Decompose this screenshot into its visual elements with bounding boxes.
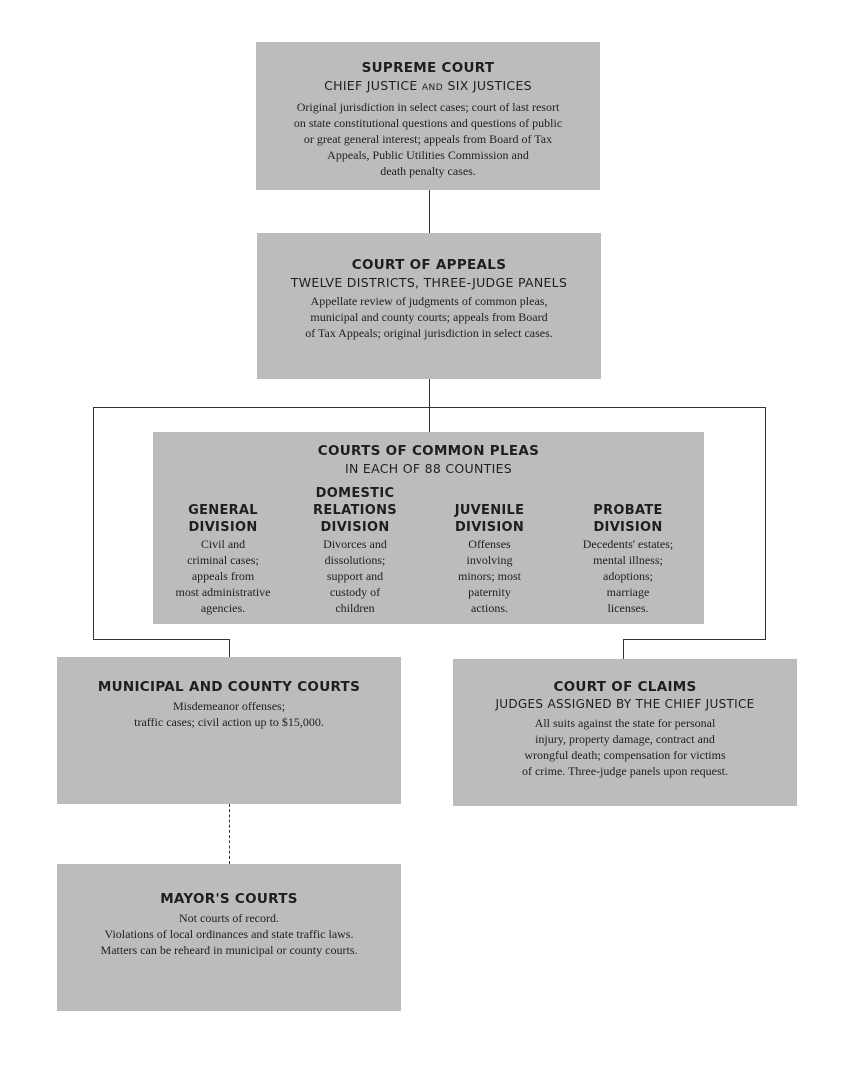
mayors-courts-box bbox=[57, 864, 401, 1011]
court-of-appeals-subtitle: TWELVE DISTRICTS, THREE-JUDGE PANELS bbox=[290, 275, 568, 290]
common-pleas-subtitle: IN EACH OF 88 COUNTIES bbox=[344, 461, 513, 476]
connector-to-claims bbox=[623, 639, 624, 659]
division-probate-description: Decedents' estates; mental illness; adoptions; marriage licenses. bbox=[582, 537, 674, 615]
mayors-courts-description: Not courts of record. Violations of local ordinances and state traffic laws. Matters can be reheard in municipal or county courts. bbox=[100, 911, 358, 957]
common-pleas-title: COURTS OF COMMON PLEAS bbox=[317, 443, 540, 459]
court-of-claims-box bbox=[453, 659, 797, 806]
division-juvenile-title: JUVENILE DIVISION bbox=[454, 503, 525, 535]
connector-right-vertical bbox=[765, 407, 766, 640]
division-probate-title: PROBATE DIVISION bbox=[593, 503, 663, 535]
court-of-claims-title: COURT OF CLAIMS bbox=[553, 679, 697, 695]
division-juvenile-description: Offenses involving minors; most paternity actions. bbox=[457, 537, 521, 615]
connector-bottom-right bbox=[623, 639, 766, 640]
connector-municipal-mayors-dashed bbox=[229, 804, 230, 864]
connector-bottom-left bbox=[93, 639, 230, 640]
common-pleas-box bbox=[153, 432, 704, 624]
division-general-description: Civil and criminal cases; appeals from most administrative agencies. bbox=[175, 537, 271, 615]
municipal-county-courts-title: MUNICIPAL AND COUNTY COURTS bbox=[97, 679, 361, 695]
court-of-claims-subtitle: JUDGES ASSIGNED BY THE CHIEF JUSTICE bbox=[495, 697, 755, 711]
municipal-county-courts-description: Misdemeanor offenses; traffic cases; civil action up to $15,000. bbox=[134, 699, 324, 729]
court-of-appeals-description: Appellate review of judgments of common pleas, municipal and county courts; appeals from Board of Tax Appeals; original jurisdiction in select cases. bbox=[305, 294, 553, 340]
connector-to-municipal bbox=[229, 639, 230, 657]
supreme-court-description: Original jurisdiction in select cases; court of last resort on state constitutional questions and questions of public or great general interest; appeals from Board of Tax Appeals, Public Utilities Commission and death penalty cases. bbox=[293, 100, 563, 178]
division-domestic-relations-title: DOMESTIC RELATIONS DIVISION bbox=[313, 486, 397, 535]
court-of-claims-description: All suits against the state for personal injury, property damage, contract and wrongful death; compensation for victims of crime. Three-judge panels upon request. bbox=[521, 716, 729, 778]
connector-supreme-appeals bbox=[429, 189, 430, 233]
connector-left-vertical bbox=[93, 407, 94, 640]
court-of-appeals-box bbox=[257, 233, 601, 379]
division-domestic-relations bbox=[290, 485, 420, 616]
supreme-court-title: SUPREME COURT bbox=[361, 60, 495, 76]
division-general-title: GENERAL DIVISION bbox=[188, 503, 258, 535]
division-domestic-relations-description: Divorces and dissolutions; support and custody of children bbox=[323, 537, 387, 615]
supreme-court-subtitle: CHIEF JUSTICE AND SIX JUSTICES bbox=[324, 78, 532, 93]
municipal-county-courts-box bbox=[57, 657, 401, 804]
division-juvenile bbox=[432, 502, 547, 616]
court-of-appeals-title: COURT OF APPEALS bbox=[351, 257, 507, 273]
connector-horizontal-top bbox=[93, 407, 766, 408]
supreme-court-box bbox=[256, 42, 600, 190]
connector-appeals-commonpleas bbox=[429, 379, 430, 433]
mayors-courts-title: MAYOR'S COURTS bbox=[160, 891, 298, 907]
division-general bbox=[161, 502, 285, 616]
division-probate bbox=[563, 502, 693, 616]
